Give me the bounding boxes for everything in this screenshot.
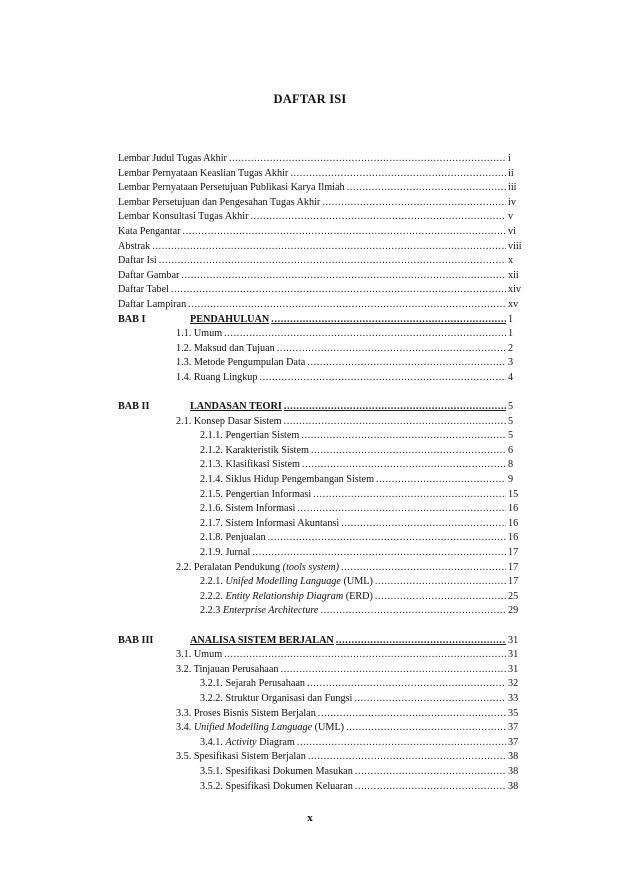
toc-entry-row[interactable] xyxy=(118,225,528,240)
toc-page-number: 4 xyxy=(508,371,514,383)
toc-leader-dots xyxy=(308,750,506,765)
toc-leader-dots xyxy=(171,283,506,298)
page-number: x xyxy=(307,812,313,824)
toc-leader-dots xyxy=(347,181,506,196)
toc-page-number: 33 xyxy=(508,692,519,704)
toc-entry-label: 3.2.2. Struktur Organisasi dan Fungsi xyxy=(200,692,354,707)
toc-leader-dots xyxy=(341,561,506,576)
toc-entry-label xyxy=(200,604,320,619)
toc-entry-label: Kata Pengantar xyxy=(118,225,183,240)
toc-entry-row[interactable] xyxy=(118,473,528,488)
toc-entry-row[interactable] xyxy=(118,283,528,298)
toc-entry-line xyxy=(176,561,506,576)
toc-entry-line xyxy=(176,371,506,386)
toc-entry-line xyxy=(200,780,506,795)
toc-leader-dots xyxy=(307,356,506,371)
toc-entry-label-prefix: 3.4.1. xyxy=(200,736,226,748)
toc-entry-line xyxy=(200,458,506,473)
toc-page-number: 32 xyxy=(508,678,519,690)
toc-leader-dots xyxy=(284,400,506,415)
toc-entry-label: 2.1.9. Jurnal xyxy=(200,546,252,561)
toc-entry-line xyxy=(190,634,506,649)
toc-entry-label-suffix: Diagram xyxy=(256,736,295,748)
toc-leader-dots xyxy=(224,648,506,663)
toc-entry-label: Daftar Gambar xyxy=(118,269,181,284)
toc-page-number: 37 xyxy=(508,722,519,734)
toc-entry-row[interactable] xyxy=(118,298,528,313)
toc-entry-row[interactable] xyxy=(118,531,528,546)
toc-entry-label xyxy=(176,721,346,736)
toc-page-number: 1 xyxy=(508,328,514,340)
toc-entry-label-suffix: (UML) xyxy=(340,576,373,588)
toc-entry-label-italic: (tools system) xyxy=(282,561,339,573)
toc-entry-line xyxy=(200,473,506,488)
toc-entry-row[interactable] xyxy=(118,648,528,663)
toc-page-number: 8 xyxy=(508,459,514,471)
toc-entry-line xyxy=(190,313,506,328)
toc-leader-dots xyxy=(297,736,506,751)
toc-leader-dots xyxy=(284,415,506,430)
toc-entry-label-prefix: 2.2.3 xyxy=(200,605,223,617)
toc-entry-row[interactable] xyxy=(118,181,528,196)
toc-entry-line xyxy=(200,590,506,605)
table-of-contents xyxy=(118,152,528,794)
toc-entry-line xyxy=(200,575,506,590)
toc-entry-label: ANALISA SISTEM BERJALAN xyxy=(190,634,336,649)
toc-entry-label: 2.1.6. Sistem Informasi xyxy=(200,502,297,517)
toc-entry-label: 3.5. Spesifikasi Sistem Berjalan xyxy=(176,750,308,765)
toc-entry-row[interactable] xyxy=(118,488,528,503)
toc-entry-line xyxy=(200,677,506,692)
toc-leader-dots xyxy=(355,780,506,795)
toc-entry-row[interactable] xyxy=(118,590,528,605)
toc-entry-label: 2.1.2. Karakteristik Sistem xyxy=(200,444,311,459)
toc-leader-dots xyxy=(181,269,506,284)
toc-entry-row[interactable] xyxy=(118,575,528,590)
toc-leader-dots xyxy=(318,707,506,722)
toc-leader-dots xyxy=(183,225,506,240)
toc-chapter-number: BAB III xyxy=(118,634,154,646)
toc-page-number: 37 xyxy=(508,736,519,748)
toc-entry-row[interactable] xyxy=(118,444,528,459)
toc-entry-label xyxy=(200,736,297,751)
toc-page-number: 9 xyxy=(508,474,514,486)
toc-leader-dots xyxy=(375,575,506,590)
toc-entry-label: Daftar Tabel xyxy=(118,283,171,298)
toc-entry-label: 2.1.4. Siklus Hidup Pengembangan Sistem xyxy=(200,473,376,488)
toc-leader-dots xyxy=(268,531,506,546)
toc-chapter-row[interactable] xyxy=(118,634,528,649)
toc-leader-dots xyxy=(188,298,506,313)
toc-leader-dots xyxy=(302,458,506,473)
toc-entry-row[interactable] xyxy=(118,415,528,430)
toc-entry-line xyxy=(118,298,506,313)
toc-entry-row[interactable] xyxy=(118,780,528,795)
toc-page-number: 16 xyxy=(508,503,519,515)
toc-entry-row[interactable] xyxy=(118,692,528,707)
toc-page-number: 15 xyxy=(508,488,519,500)
toc-leader-dots xyxy=(355,765,506,780)
toc-entry-label-prefix: 2.2.1. xyxy=(200,576,226,588)
toc-entry-row[interactable] xyxy=(118,736,528,751)
toc-entry-line xyxy=(118,196,506,211)
toc-leader-dots xyxy=(322,196,506,211)
toc-spacer xyxy=(118,386,528,401)
toc-entry-line xyxy=(176,707,506,722)
toc-page-number: viii xyxy=(508,240,522,252)
toc-leader-dots xyxy=(354,692,506,707)
toc-entry-line xyxy=(200,604,506,619)
toc-entry-label: 1.1. Umum xyxy=(176,327,224,342)
toc-leader-dots xyxy=(260,371,507,386)
toc-entry-label: 1.2. Maksud dan Tujuan xyxy=(176,342,277,357)
toc-page-number: 5 xyxy=(508,401,514,413)
toc-entry-line xyxy=(118,254,506,269)
toc-leader-dots xyxy=(375,590,506,605)
toc-page-number: 6 xyxy=(508,444,514,456)
toc-leader-dots xyxy=(290,167,506,182)
toc-entry-row[interactable] xyxy=(118,210,528,225)
toc-entry-label: Lembar Konsultasi Tugas Akhir xyxy=(118,210,250,225)
toc-page-number: 35 xyxy=(508,707,519,719)
toc-page-number: 5 xyxy=(508,430,514,442)
toc-entry-label-italic: Activity xyxy=(225,736,257,748)
toc-entry-row[interactable] xyxy=(118,517,528,532)
toc-page-number: v xyxy=(508,211,514,223)
toc-leader-dots xyxy=(224,327,506,342)
toc-leader-dots xyxy=(252,546,506,561)
toc-leader-dots xyxy=(341,517,506,532)
toc-page-number: ii xyxy=(508,167,514,179)
toc-page-number: 5 xyxy=(508,415,514,427)
toc-entry-label: 1.4. Ruang Lingkup xyxy=(176,371,260,386)
toc-entry-label-italic: Unifed Modelling Language xyxy=(225,576,341,588)
toc-entry-line xyxy=(176,342,506,357)
toc-entry-line xyxy=(200,444,506,459)
toc-page-number: 38 xyxy=(508,780,519,792)
toc-page-number: 16 xyxy=(508,517,519,529)
toc-page-number: 1 xyxy=(508,313,514,325)
toc-entry-label: Daftar Lampiran xyxy=(118,298,188,313)
toc-chapter-row[interactable] xyxy=(118,313,528,328)
toc-page-number: 16 xyxy=(508,532,519,544)
toc-page-number: iv xyxy=(508,196,516,208)
toc-leader-dots xyxy=(301,429,506,444)
toc-leader-dots xyxy=(297,502,506,517)
toc-page-number: 29 xyxy=(508,605,519,617)
toc-entry-label-prefix: 2.2.2. xyxy=(200,590,226,602)
toc-leader-dots xyxy=(159,254,506,269)
toc-entry-line xyxy=(200,488,506,503)
toc-entry-label: 3.2.1. Sejarah Perusahaan xyxy=(200,677,307,692)
toc-page-number: vi xyxy=(508,225,516,237)
toc-leader-dots xyxy=(271,313,506,328)
toc-entry-label-italic: Entity Relationship Diagram xyxy=(225,590,344,602)
toc-entry-label: 2.1.7. Sistem Informasi Akuntansi xyxy=(200,517,341,532)
toc-entry-row[interactable] xyxy=(118,254,528,269)
toc-entry-label-italic: Enterprise Architecture xyxy=(222,605,319,617)
toc-entry-row[interactable] xyxy=(118,502,528,517)
toc-entry-row[interactable] xyxy=(118,707,528,722)
toc-leader-dots xyxy=(229,152,506,167)
toc-entry-label: 3.1. Umum xyxy=(176,648,224,663)
toc-entry-row[interactable] xyxy=(118,604,528,619)
toc-entry-row[interactable] xyxy=(118,327,528,342)
toc-entry-line xyxy=(200,736,506,751)
toc-entry-label: Abstrak xyxy=(118,240,152,255)
toc-entry-row[interactable] xyxy=(118,167,528,182)
toc-entry-row[interactable] xyxy=(118,342,528,357)
toc-page-number: 17 xyxy=(508,547,519,559)
toc-entry-label xyxy=(176,561,341,576)
toc-page-number: 38 xyxy=(508,765,519,777)
toc-entry-label: 3.3. Proses Bisnis Sistem Berjalan xyxy=(176,707,318,722)
toc-page-number: 17 xyxy=(508,576,519,588)
toc-page-number: 38 xyxy=(508,751,519,763)
toc-entry-line xyxy=(200,531,506,546)
toc-entry-label: 3.5.2. Spesifikasi Dokumen Keluaran xyxy=(200,780,355,795)
toc-entry-line xyxy=(118,240,506,255)
toc-entry-row[interactable] xyxy=(118,677,528,692)
toc-page-number: i xyxy=(508,153,511,164)
toc-entry-label-suffix: (UML) xyxy=(312,722,345,734)
toc-entry-label: 3.2. Tinjauan Perusahaan xyxy=(176,663,280,678)
toc-chapter-row[interactable] xyxy=(118,400,528,415)
toc-leader-dots xyxy=(280,663,506,678)
toc-page-number: iii xyxy=(508,182,517,194)
toc-entry-row[interactable] xyxy=(118,546,528,561)
toc-entry-label xyxy=(200,590,375,605)
toc-chapter-number: BAB II xyxy=(118,401,150,413)
toc-entry-row[interactable] xyxy=(118,371,528,386)
toc-entry-label: 2.1.1. Pengertian Sistem xyxy=(200,429,301,444)
toc-entry-label: Lembar Persetujuan dan Pengesahan Tugas Akhir xyxy=(118,196,322,211)
toc-entry-line xyxy=(200,429,506,444)
toc-entry-label-prefix: 3.4. xyxy=(176,722,194,734)
toc-entry-row[interactable] xyxy=(118,721,528,736)
toc-entry-row[interactable] xyxy=(118,356,528,371)
toc-entry-row[interactable] xyxy=(118,561,528,576)
toc-page-number: 31 xyxy=(508,663,519,675)
toc-page-number: 3 xyxy=(508,357,514,369)
toc-entry-line xyxy=(118,210,506,225)
toc-leader-dots xyxy=(277,342,506,357)
toc-entry-line xyxy=(176,356,506,371)
toc-entry-label: Lembar Pernyataan Keaslian Tugas Akhir xyxy=(118,167,290,182)
toc-page-number: x xyxy=(508,255,514,267)
toc-entry-line xyxy=(200,765,506,780)
toc-page-number: 31 xyxy=(508,649,519,661)
toc-entry-line xyxy=(200,502,506,517)
toc-leader-dots xyxy=(250,210,506,225)
toc-chapter-number: BAB I xyxy=(118,313,146,325)
toc-entry-label: 3.5.1. Spesifikasi Dokumen Masukan xyxy=(200,765,355,780)
toc-entry-row[interactable] xyxy=(118,269,528,284)
toc-entry-label: 2.1.8. Penjualan xyxy=(200,531,268,546)
toc-entry-line xyxy=(200,517,506,532)
toc-entry-line xyxy=(118,152,506,167)
toc-entry-line xyxy=(176,721,506,736)
toc-entry-row[interactable] xyxy=(118,429,528,444)
toc-entry-row[interactable] xyxy=(118,240,528,255)
toc-leader-dots xyxy=(313,488,506,503)
toc-entry-line xyxy=(118,269,506,284)
toc-entry-row[interactable] xyxy=(118,765,528,780)
toc-spacer xyxy=(118,619,528,634)
toc-page-number: xiv xyxy=(508,284,522,296)
toc-leader-dots xyxy=(311,444,506,459)
toc-entry-label: Lembar Pernyataan Persetujuan Publikasi Karya Ilmiah xyxy=(118,181,347,196)
toc-entry-row[interactable] xyxy=(118,196,528,211)
toc-entry-line xyxy=(176,663,506,678)
toc-entry-label: Daftar Isi xyxy=(118,254,159,269)
toc-leader-dots xyxy=(320,604,506,619)
page-title: DAFTAR ISI xyxy=(273,92,347,106)
toc-entry-label: PENDAHULUAN xyxy=(190,313,271,328)
toc-entry-line xyxy=(190,400,506,415)
toc-entry-line xyxy=(118,167,506,182)
toc-entry-label xyxy=(200,575,375,590)
toc-entry-label-suffix: (ERD) xyxy=(343,590,373,602)
toc-entry-label: 2.1.5. Pengertian Informasi xyxy=(200,488,313,503)
toc-entry-line xyxy=(118,283,506,298)
toc-entry-line xyxy=(118,225,506,240)
toc-entry-line xyxy=(118,181,506,196)
toc-entry-line xyxy=(200,546,506,561)
toc-leader-dots xyxy=(307,677,506,692)
toc-page-number: 2 xyxy=(508,342,514,354)
toc-entry-line xyxy=(176,750,506,765)
toc-page-number: xv xyxy=(508,298,519,310)
toc-entry-label-italic: Unified Modelling Language xyxy=(193,722,313,734)
toc-page-number: xii xyxy=(508,269,519,281)
toc-leader-dots xyxy=(152,240,506,255)
toc-entry-line xyxy=(200,692,506,707)
toc-page-number: 31 xyxy=(508,634,519,646)
toc-entry-line xyxy=(176,648,506,663)
toc-page-number: 17 xyxy=(508,561,519,573)
toc-leader-dots xyxy=(346,721,506,736)
toc-entry-label-prefix: 2.2. Peralatan Pendukung xyxy=(176,561,283,573)
toc-leader-dots xyxy=(376,473,506,488)
toc-entry-line xyxy=(176,327,506,342)
toc-entry-row[interactable] xyxy=(118,663,528,678)
toc-entry-label: 2.1. Konsep Dasar Sistem xyxy=(176,415,284,430)
toc-entry-label: 1.3. Metode Pengumpulan Data xyxy=(176,356,307,371)
toc-entry-label: 2.1.3. Klasifikasi Sistem xyxy=(200,458,302,473)
toc-entry-label: LANDASAN TEORI xyxy=(190,400,284,415)
toc-leader-dots xyxy=(336,634,506,649)
toc-page-number: 25 xyxy=(508,590,519,602)
toc-entry-row[interactable] xyxy=(118,152,528,167)
toc-entry-line xyxy=(176,415,506,430)
toc-entry-label: Lembar Judul Tugas Akhir xyxy=(118,152,229,167)
toc-entry-row[interactable] xyxy=(118,458,528,473)
toc-entry-row[interactable] xyxy=(118,750,528,765)
